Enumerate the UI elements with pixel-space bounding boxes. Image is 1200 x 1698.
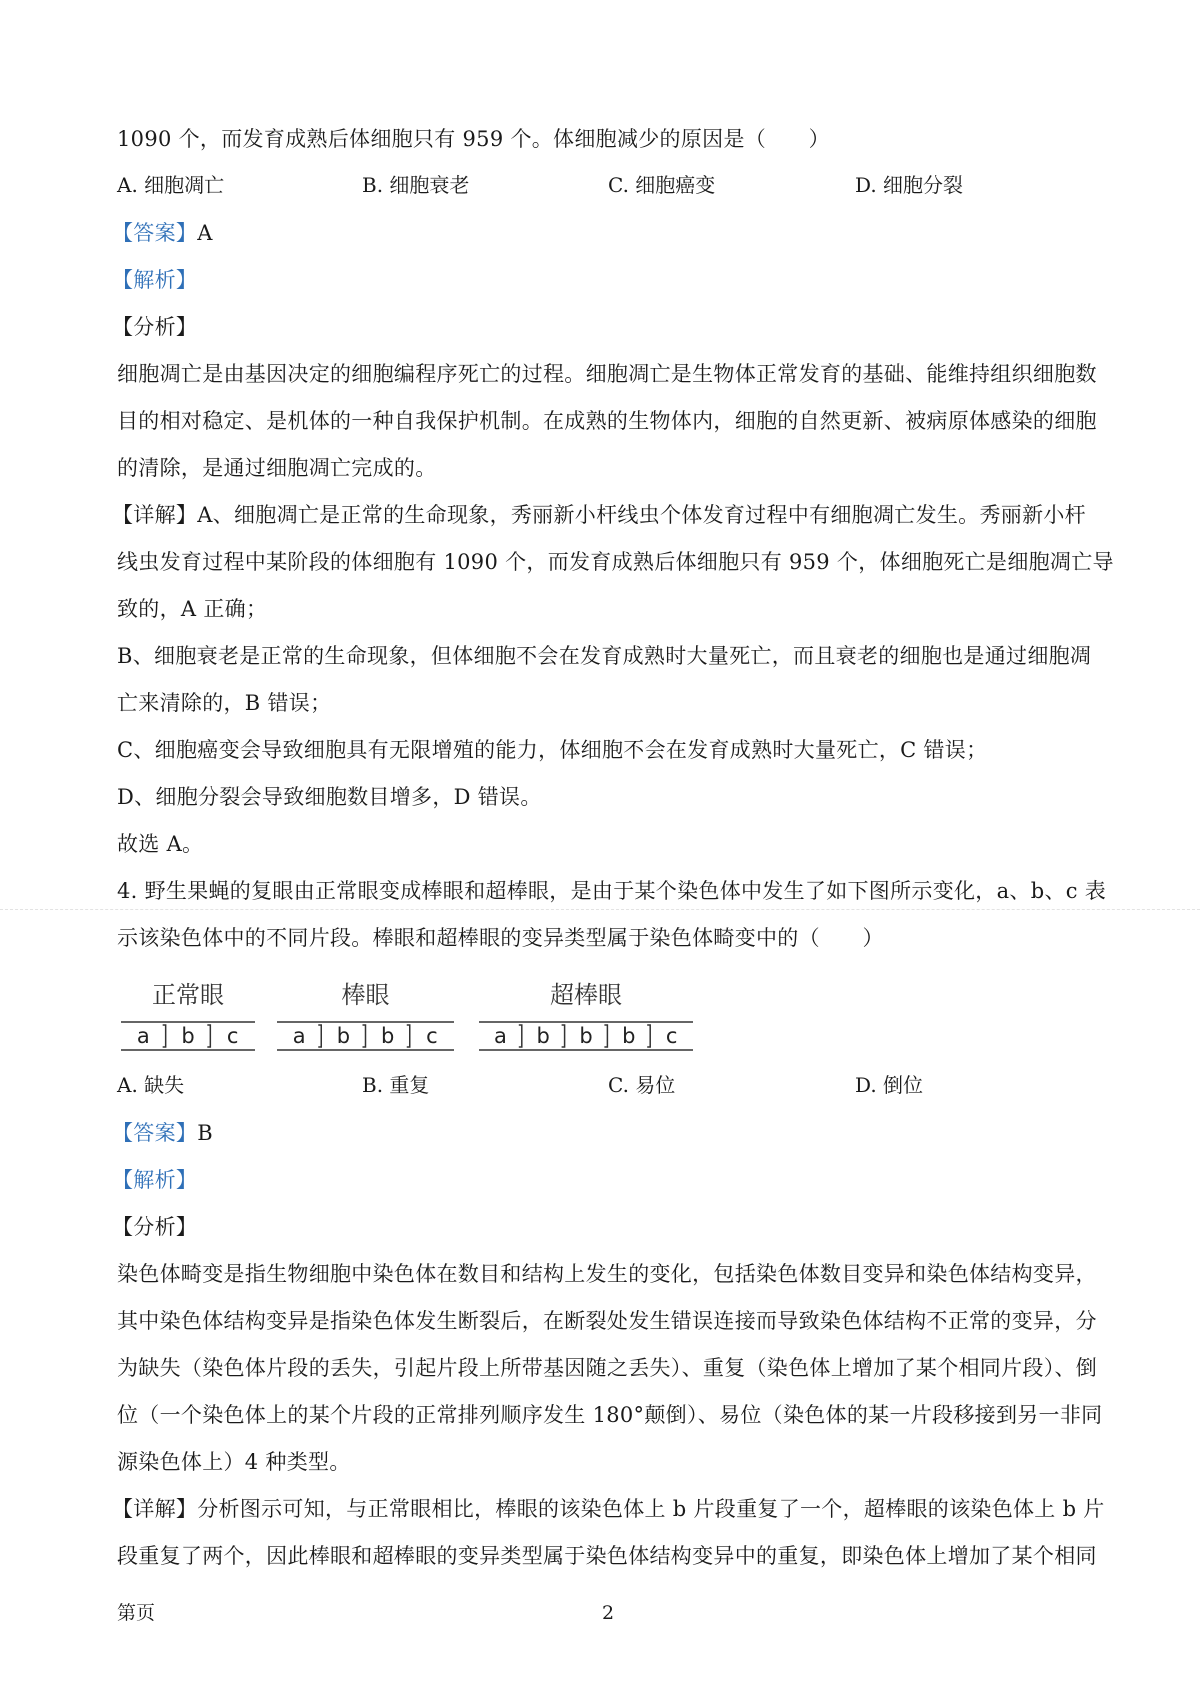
detail-line [112,1494,1105,1524]
segment-label: a [292,1024,306,1048]
option-a: A. 细胞凋亡 [117,173,225,197]
chromosome-title: 正常眼 [152,981,224,1009]
answer-label: 【答案】 [112,1121,198,1145]
segment-boundary [363,1025,366,1047]
chromosome-title: 超棒眼 [550,981,622,1009]
option-b: B. 重复 [362,1073,430,1097]
footer-left: 第页 [117,1602,156,1624]
option-c: C. 细胞癌变 [608,173,716,197]
segment-boundary [604,1025,607,1047]
analysis-label: 【解析】 [112,1168,198,1192]
chromosome-group [277,981,454,1050]
detail-text: 分析图示可知，与正常眼相比，棒眼的该染色体上 b 片段重复了一个，超棒眼的该染色体上 b 片 [197,1497,1105,1521]
paragraph-line: B、细胞衰老是正常的生命现象，但体细胞不会在发育成熟时大量死亡，而且衰老的细胞也是通过细胞凋 [117,644,1092,668]
paragraph-line: 其中染色体结构变异是指染色体发生断裂后，在断裂处发生错误连接而导致染色体结构不正常的变异，分 [117,1309,1097,1333]
option-a: A. 缺失 [117,1073,185,1097]
answer-value: B [197,1121,213,1145]
section-divider [0,909,1200,910]
option-d: D. 细胞分裂 [855,173,964,197]
page-number: 2 [602,1602,615,1624]
segment-label: c [426,1024,438,1048]
answer-label: 【答案】 [112,221,198,245]
segment-boundary [318,1025,321,1047]
answer-line [112,1118,213,1148]
detail-line [112,500,1086,530]
question-4-stem: 示该染色体中的不同片段。棒眼和超棒眼的变异类型属于染色体畸变中的（ ） [117,926,884,950]
segment-label: a [136,1024,150,1048]
analysis-label: 【解析】 [112,268,198,292]
paragraph-line: 致的，A 正确； [117,597,268,621]
option-c: C. 易位 [608,1073,676,1097]
segment-label: b [579,1024,593,1048]
paragraph-line: 位（一个染色体上的某个片段的正常排列顺序发生 180°颠倒）、易位（染色体的某一片段移接到另一非同 [117,1403,1103,1427]
segment-label: c [226,1024,239,1048]
chromosome-diagram [117,975,697,1057]
fenxi-label: 【分析】 [112,1215,198,1239]
paragraph-line: 源染色体上）4 种类型。 [117,1450,351,1474]
segment-label: b [336,1024,351,1048]
answer-value: A [197,221,213,245]
paragraph-line: 为缺失（染色体片段的丢失，引起片段上所带基因随之丢失）、重复（染色体上增加了某个相同片段）、倒 [117,1356,1098,1380]
chromosome-group [479,981,693,1050]
paragraph-line: 线虫发育过程中某阶段的体细胞有 1090 个，而发育成熟后体细胞只有 959 个，体细胞死亡是细胞凋亡导 [117,550,1114,574]
question-3-stem-tail: 1090 个，而发育成熟后体细胞只有 959 个。体细胞减少的原因是（ ） [117,127,830,151]
paragraph-line: 段重复了两个，因此棒眼和超棒眼的变异类型属于染色体结构变异中的重复，即染色体上增加了某个相同 [117,1544,1097,1568]
segment-label: b [380,1024,395,1048]
segment-boundary [519,1025,522,1047]
question-4-stem: 4. 野生果蝇的复眼由正常眼变成棒眼和超棒眼，是由于某个染色体中发生了如下图所示变化，a、b、c 表 [117,879,1107,903]
segment-label: b [536,1024,550,1048]
paragraph-line: 目的相对稳定、是机体的一种自我保护机制。在成熟的生物体内，细胞的自然更新、被病原体感染的细胞 [117,409,1097,433]
segment-label: a [493,1024,507,1048]
detail-label: 【详解】 [112,1497,198,1521]
segment-boundary [562,1025,565,1047]
option-d: D. 倒位 [855,1073,924,1097]
segment-boundary [163,1025,166,1047]
paragraph-line: 亡来清除的，B 错误； [117,691,332,715]
segment-boundary [207,1025,210,1047]
paragraph-line: 故选 A。 [117,832,204,856]
chromosome-title: 棒眼 [341,981,390,1009]
fenxi-label: 【分析】 [112,315,198,339]
detail-label: 【详解】 [112,503,198,527]
segment-boundary [647,1025,650,1047]
paragraph-line: 的清除，是通过细胞凋亡完成的。 [117,456,437,480]
chromosome-group [121,981,255,1050]
option-b: B. 细胞衰老 [362,173,470,197]
segment-label: b [622,1024,636,1048]
segment-boundary [407,1025,410,1047]
segment-label: b [181,1024,195,1048]
paragraph-line: C、细胞癌变会导致细胞具有无限增殖的能力，体细胞不会在发育成熟时大量死亡，C 错误； [117,738,988,762]
paragraph-line: 染色体畸变是指生物细胞中染色体在数目和结构上发生的变化，包括染色体数目变异和染色体结构变异， [117,1262,1097,1286]
paragraph-line: 细胞凋亡是由基因决定的细胞编程序死亡的过程。细胞凋亡是生物体正常发育的基础、能维持组织细胞数 [117,362,1097,386]
paragraph-line: D、细胞分裂会导致细胞数目增多，D 错误。 [117,785,542,809]
segment-label: c [665,1024,678,1048]
answer-line [112,218,213,248]
detail-text: A、细胞凋亡是正常的生命现象，秀丽新小杆线虫个体发育过程中有细胞凋亡发生。秀丽新小杆 [197,503,1086,527]
